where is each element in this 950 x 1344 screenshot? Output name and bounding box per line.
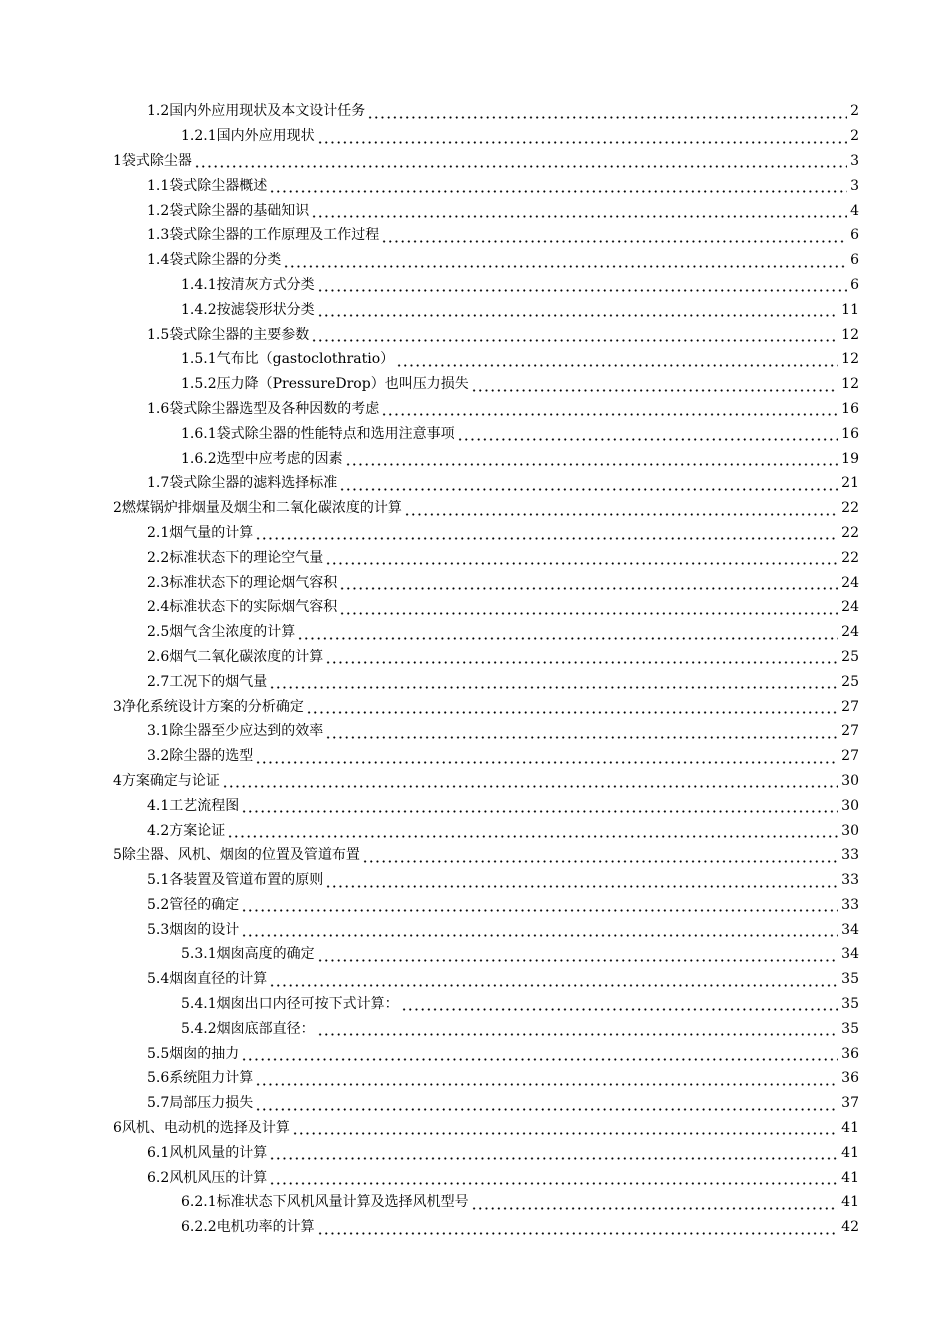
toc-entry[interactable] [0, 322, 950, 347]
toc-entry-page-number: 27 [841, 748, 859, 765]
toc-dot-leader [325, 650, 838, 664]
toc-entry-number: 1.2 [147, 202, 170, 219]
toc-entry-page-number: 33 [841, 847, 859, 864]
toc-dot-leader [317, 278, 847, 292]
toc-entry[interactable] [0, 1091, 950, 1116]
toc-entry-page-number: 22 [841, 524, 859, 541]
toc-entry-title: 标准状态下的理论烟气容积 [169, 574, 338, 591]
toc-entry[interactable] [0, 248, 950, 273]
toc-entry-page-number: 30 [841, 772, 859, 789]
toc-entry-page-number: 41 [841, 1144, 859, 1161]
toc-entry-page-number: 4 [850, 202, 859, 219]
toc-entry-page-number: 6 [850, 227, 859, 244]
toc-entry-page-number: 27 [841, 723, 859, 740]
toc-entry-page-number: 2 [850, 128, 859, 145]
toc-dot-leader [317, 1221, 839, 1235]
toc-entry-title: 方案确定与论证 [121, 772, 220, 789]
toc-entry[interactable] [0, 818, 950, 843]
toc-entry-page-number: 16 [841, 400, 859, 417]
toc-entry-page-number: 3 [850, 177, 859, 194]
toc-entry-page-number: 35 [841, 1020, 859, 1037]
toc-entry-number: 1 [113, 152, 122, 169]
toc-entry-number: 5.7 [147, 1095, 170, 1112]
toc-entry-title: 烟气二氧化碳浓度的计算 [169, 648, 324, 665]
toc-entry-title: 烟囱底部直径： [216, 1020, 315, 1037]
toc-entry-number: 4 [113, 772, 122, 789]
toc-entry-title: 标准状态下的理论空气量 [169, 549, 324, 566]
toc-entry-number: 1.6 [147, 400, 170, 417]
toc-entry-title: 标准状态下风机风量计算及选择风机型号 [216, 1194, 469, 1211]
toc-entry-title: 压力降（PressureDrop）也叫压力损失 [216, 376, 469, 393]
toc-entry[interactable] [0, 471, 950, 496]
toc-entry-page-number: 33 [841, 872, 859, 889]
toc-entry-page-number: 2 [850, 103, 859, 120]
toc-dot-leader [396, 353, 838, 367]
toc-entry-number: 5.6 [147, 1070, 170, 1087]
toc-entry[interactable] [0, 149, 950, 174]
toc-entry-number: 1.2.1 [181, 128, 217, 145]
toc-entry-number: 1.5.2 [181, 376, 217, 393]
toc-entry-title: 烟气含尘浓度的计算 [169, 624, 296, 641]
toc-entry[interactable] [0, 198, 950, 223]
toc-entry-number: 2.2 [147, 549, 170, 566]
toc-entry-title: 风机风压的计算 [169, 1169, 268, 1186]
toc-entry-title: 局部压力损失 [169, 1095, 254, 1112]
toc-entry-title: 烟囱的设计 [169, 921, 240, 938]
toc-dot-leader [367, 105, 847, 119]
toc-dot-leader [339, 477, 838, 491]
toc-dot-leader [339, 576, 838, 590]
toc-entry[interactable] [0, 124, 950, 149]
toc-entry-page-number: 35 [841, 996, 859, 1013]
toc-entry-number: 5.3 [147, 921, 170, 938]
toc-dot-leader [269, 675, 838, 689]
toc-dot-leader [269, 1146, 838, 1160]
toc-entry-number: 1.2 [147, 103, 170, 120]
toc-entry[interactable] [0, 347, 950, 372]
toc-entry-number: 2.6 [147, 648, 170, 665]
toc-entry-title: 袋式除尘器的工作原理及工作过程 [169, 227, 380, 244]
toc-entry-title: 袋式除尘器的主要参数 [169, 326, 310, 343]
toc-entry-number: 1.6.2 [181, 450, 217, 467]
toc-entry[interactable] [0, 893, 950, 918]
toc-entry[interactable] [0, 917, 950, 942]
toc-entry-page-number: 30 [841, 822, 859, 839]
toc-dot-leader [241, 1047, 838, 1061]
toc-dot-leader [269, 973, 838, 987]
toc-entry-number: 1.4.2 [181, 301, 217, 318]
toc-entry-title: 袋式除尘器的基础知识 [169, 202, 310, 219]
toc-entry-title: 袋式除尘器概述 [169, 177, 268, 194]
toc-entry[interactable] [0, 545, 950, 570]
toc-entry[interactable] [0, 173, 950, 198]
toc-dot-leader [297, 626, 838, 640]
toc-entry-number: 5 [113, 847, 122, 864]
toc-entry-title: 袋式除尘器 [121, 152, 192, 169]
toc-entry[interactable] [0, 223, 950, 248]
toc-dot-leader [381, 229, 847, 243]
toc-entry-page-number: 24 [841, 599, 859, 616]
toc-entry-page-number: 36 [841, 1045, 859, 1062]
toc-entry-page-number: 41 [841, 1120, 859, 1137]
toc-entry-title: 袋式除尘器的性能特点和选用注意事项 [216, 425, 455, 442]
toc-entry-title: 除尘器至少应达到的效率 [169, 723, 324, 740]
toc-entry-page-number: 6 [850, 252, 859, 269]
toc-dot-leader [317, 948, 839, 962]
toc-dot-leader [241, 898, 838, 912]
toc-entry-page-number: 33 [841, 896, 859, 913]
toc-entry-title: 国内外应用现状 [216, 128, 315, 145]
toc-dot-leader [241, 799, 838, 813]
toc-dot-leader [311, 204, 847, 218]
toc-entry-page-number: 12 [841, 326, 859, 343]
toc-entry-page-number: 12 [841, 351, 859, 368]
toc-entry-number: 5.3.1 [181, 946, 217, 963]
toc-entry-title: 除尘器、风机、烟囱的位置及管道布置 [121, 847, 360, 864]
toc-entry-title: 风机风量的计算 [169, 1144, 268, 1161]
toc-dot-leader [471, 1196, 839, 1210]
toc-entry-page-number: 24 [841, 624, 859, 641]
toc-dot-leader [317, 1022, 839, 1036]
toc-entry-page-number: 12 [841, 376, 859, 393]
toc-entry-number: 5.2 [147, 896, 170, 913]
toc-entry-page-number: 41 [841, 1169, 859, 1186]
toc-entry-title: 烟气量的计算 [169, 524, 254, 541]
toc-entry-number: 5.1 [147, 872, 170, 889]
toc-entry[interactable] [0, 669, 950, 694]
toc-entry-number: 2 [113, 500, 122, 517]
toc-entry[interactable] [0, 942, 950, 967]
toc-entry-number: 1.7 [147, 475, 170, 492]
toc-entry-title: 袋式除尘器的分类 [169, 252, 282, 269]
toc-entry-page-number: 11 [841, 301, 859, 318]
toc-entry[interactable] [0, 297, 950, 322]
toc-dot-leader [325, 551, 838, 565]
toc-entry[interactable] [0, 1066, 950, 1091]
toc-entry-number: 5.4 [147, 971, 170, 988]
toc-entry[interactable] [0, 372, 950, 397]
toc-entry-page-number: 24 [841, 574, 859, 591]
toc-entry-number: 1.3 [147, 227, 170, 244]
toc-entry[interactable] [0, 843, 950, 868]
toc-entry[interactable] [0, 992, 950, 1017]
toc-entry-title: 风机、电动机的选择及计算 [121, 1120, 290, 1137]
toc-entry[interactable] [0, 496, 950, 521]
toc-entry-page-number: 27 [841, 698, 859, 715]
toc-entry-number: 3.2 [147, 748, 170, 765]
toc-entry-number: 1.5.1 [181, 351, 217, 368]
toc-dot-leader [362, 849, 838, 863]
toc-entry-number: 2.3 [147, 574, 170, 591]
toc-entry-number: 2.4 [147, 599, 170, 616]
toc-entry-page-number: 3 [850, 152, 859, 169]
toc-entry-page-number: 30 [841, 797, 859, 814]
toc-entry[interactable] [0, 446, 950, 471]
toc-entry[interactable] [0, 595, 950, 620]
toc-entry-page-number: 25 [841, 673, 859, 690]
toc-entry[interactable] [0, 1190, 950, 1215]
toc-entry-title: 管径的确定 [169, 896, 240, 913]
toc-dot-leader [401, 997, 839, 1011]
toc-dot-leader [222, 774, 838, 788]
toc-dot-leader [241, 923, 838, 937]
toc-entry-page-number: 6 [850, 276, 859, 293]
toc-entry-number: 4.1 [147, 797, 170, 814]
toc-entry-page-number: 34 [841, 921, 859, 938]
toc-dot-leader [255, 750, 838, 764]
toc-entry-title: 除尘器的选型 [169, 748, 254, 765]
toc-dot-leader [457, 427, 839, 441]
toc-dot-leader [311, 328, 838, 342]
toc-entry[interactable] [0, 273, 950, 298]
toc-entry-title: 工况下的烟气量 [169, 673, 268, 690]
toc-entry-page-number: 41 [841, 1194, 859, 1211]
toc-dot-leader [317, 303, 839, 317]
toc-entry[interactable] [0, 570, 950, 595]
toc-entry-number: 5.4.2 [181, 1020, 217, 1037]
toc-dot-leader [292, 1121, 838, 1135]
toc-entry-title: 标准状态下的实际烟气容积 [169, 599, 338, 616]
toc-entry-number: 5.5 [147, 1045, 170, 1062]
toc-entry-page-number: 37 [841, 1095, 859, 1112]
toc-entry-number: 1.1 [147, 177, 170, 194]
toc-entry-title: 工艺流程图 [169, 797, 240, 814]
toc-entry-title: 燃煤锅炉排烟量及烟尘和二氧化碳浓度的计算 [121, 500, 402, 517]
toc-entry-number: 1.4.1 [181, 276, 217, 293]
toc-entry-page-number: 35 [841, 971, 859, 988]
toc-entry-page-number: 21 [841, 475, 859, 492]
toc-entry-page-number: 19 [841, 450, 859, 467]
toc-entry-number: 1.5 [147, 326, 170, 343]
toc-entry[interactable] [0, 1215, 950, 1240]
toc-entry-title: 袋式除尘器选型及各种因数的考虑 [169, 400, 380, 417]
toc-entry[interactable] [0, 694, 950, 719]
toc-dot-leader [317, 130, 847, 144]
toc-entry-title: 烟囱高度的确定 [216, 946, 315, 963]
toc-entry[interactable] [0, 793, 950, 818]
toc-entry[interactable] [0, 1140, 950, 1165]
toc-entry-title: 烟囱的抽力 [169, 1045, 240, 1062]
toc-entry-number: 6.1 [147, 1144, 170, 1161]
toc-entry-title: 净化系统设计方案的分析确定 [121, 698, 304, 715]
toc-entry-number: 3.1 [147, 723, 170, 740]
toc-entry-number: 2.5 [147, 624, 170, 641]
toc-entry[interactable] [0, 769, 950, 794]
table-of-contents [0, 99, 950, 1240]
toc-entry-number: 6.2 [147, 1169, 170, 1186]
toc-dot-leader [255, 1097, 838, 1111]
toc-entry-number: 2.7 [147, 673, 170, 690]
toc-dot-leader [381, 402, 838, 416]
toc-entry-title: 袋式除尘器的滤料选择标准 [169, 475, 338, 492]
toc-entry-number: 6 [113, 1120, 122, 1137]
toc-entry[interactable] [0, 99, 950, 124]
toc-dot-leader [325, 725, 838, 739]
toc-entry[interactable] [0, 397, 950, 422]
toc-dot-leader [325, 874, 838, 888]
toc-entry-number: 5.4.1 [181, 996, 217, 1013]
toc-dot-leader [269, 1171, 838, 1185]
toc-entry[interactable] [0, 1116, 950, 1141]
toc-entry-page-number: 42 [841, 1219, 859, 1236]
toc-entry[interactable] [0, 645, 950, 670]
toc-entry-title: 方案论证 [169, 822, 226, 839]
toc-entry[interactable] [0, 967, 950, 992]
toc-entry-number: 3 [113, 698, 122, 715]
toc-entry-number: 6.2.1 [181, 1194, 217, 1211]
toc-dot-leader [283, 254, 847, 268]
toc-entry[interactable] [0, 719, 950, 744]
toc-entry-number: 6.2.2 [181, 1219, 217, 1236]
toc-dot-leader [194, 154, 847, 168]
toc-entry[interactable] [0, 521, 950, 546]
toc-entry-page-number: 22 [841, 500, 859, 517]
toc-entry[interactable] [0, 1016, 950, 1041]
toc-dot-leader [227, 824, 838, 838]
toc-entry-number: 1.4 [147, 252, 170, 269]
toc-entry[interactable] [0, 1165, 950, 1190]
toc-entry-title: 烟囱出口内径可按下式计算： [216, 996, 399, 1013]
toc-entry-title: 按清灰方式分类 [216, 276, 315, 293]
toc-entry-title: 按滤袋形状分类 [216, 301, 315, 318]
toc-dot-leader [269, 179, 847, 193]
toc-entry-title: 系统阻力计算 [169, 1070, 254, 1087]
toc-entry-title: 烟囱直径的计算 [169, 971, 268, 988]
toc-entry-title: 国内外应用现状及本文设计任务 [169, 103, 366, 120]
toc-dot-leader [339, 601, 838, 615]
toc-dot-leader [255, 1072, 838, 1086]
toc-dot-leader [345, 452, 839, 466]
toc-entry-title: 各装置及管道布置的原则 [169, 872, 324, 889]
toc-entry-page-number: 25 [841, 648, 859, 665]
toc-entry-title: 气布比（gastoclothratio） [216, 351, 395, 368]
toc-entry-page-number: 16 [841, 425, 859, 442]
toc-entry[interactable] [0, 744, 950, 769]
toc-entry[interactable] [0, 421, 950, 446]
toc-entry-page-number: 34 [841, 946, 859, 963]
toc-entry-number: 1.6.1 [181, 425, 217, 442]
toc-entry-page-number: 36 [841, 1070, 859, 1087]
toc-entry[interactable] [0, 1041, 950, 1066]
toc-entry-title: 电机功率的计算 [216, 1219, 315, 1236]
toc-entry[interactable] [0, 620, 950, 645]
toc-entry-page-number: 22 [841, 549, 859, 566]
toc-entry-number: 2.1 [147, 524, 170, 541]
toc-dot-leader [404, 502, 838, 516]
toc-dot-leader [306, 700, 838, 714]
toc-dot-leader [255, 526, 838, 540]
toc-entry-title: 选型中应考虑的因素 [216, 450, 343, 467]
toc-dot-leader [471, 378, 838, 392]
toc-entry-number: 4.2 [147, 822, 170, 839]
toc-entry[interactable] [0, 868, 950, 893]
